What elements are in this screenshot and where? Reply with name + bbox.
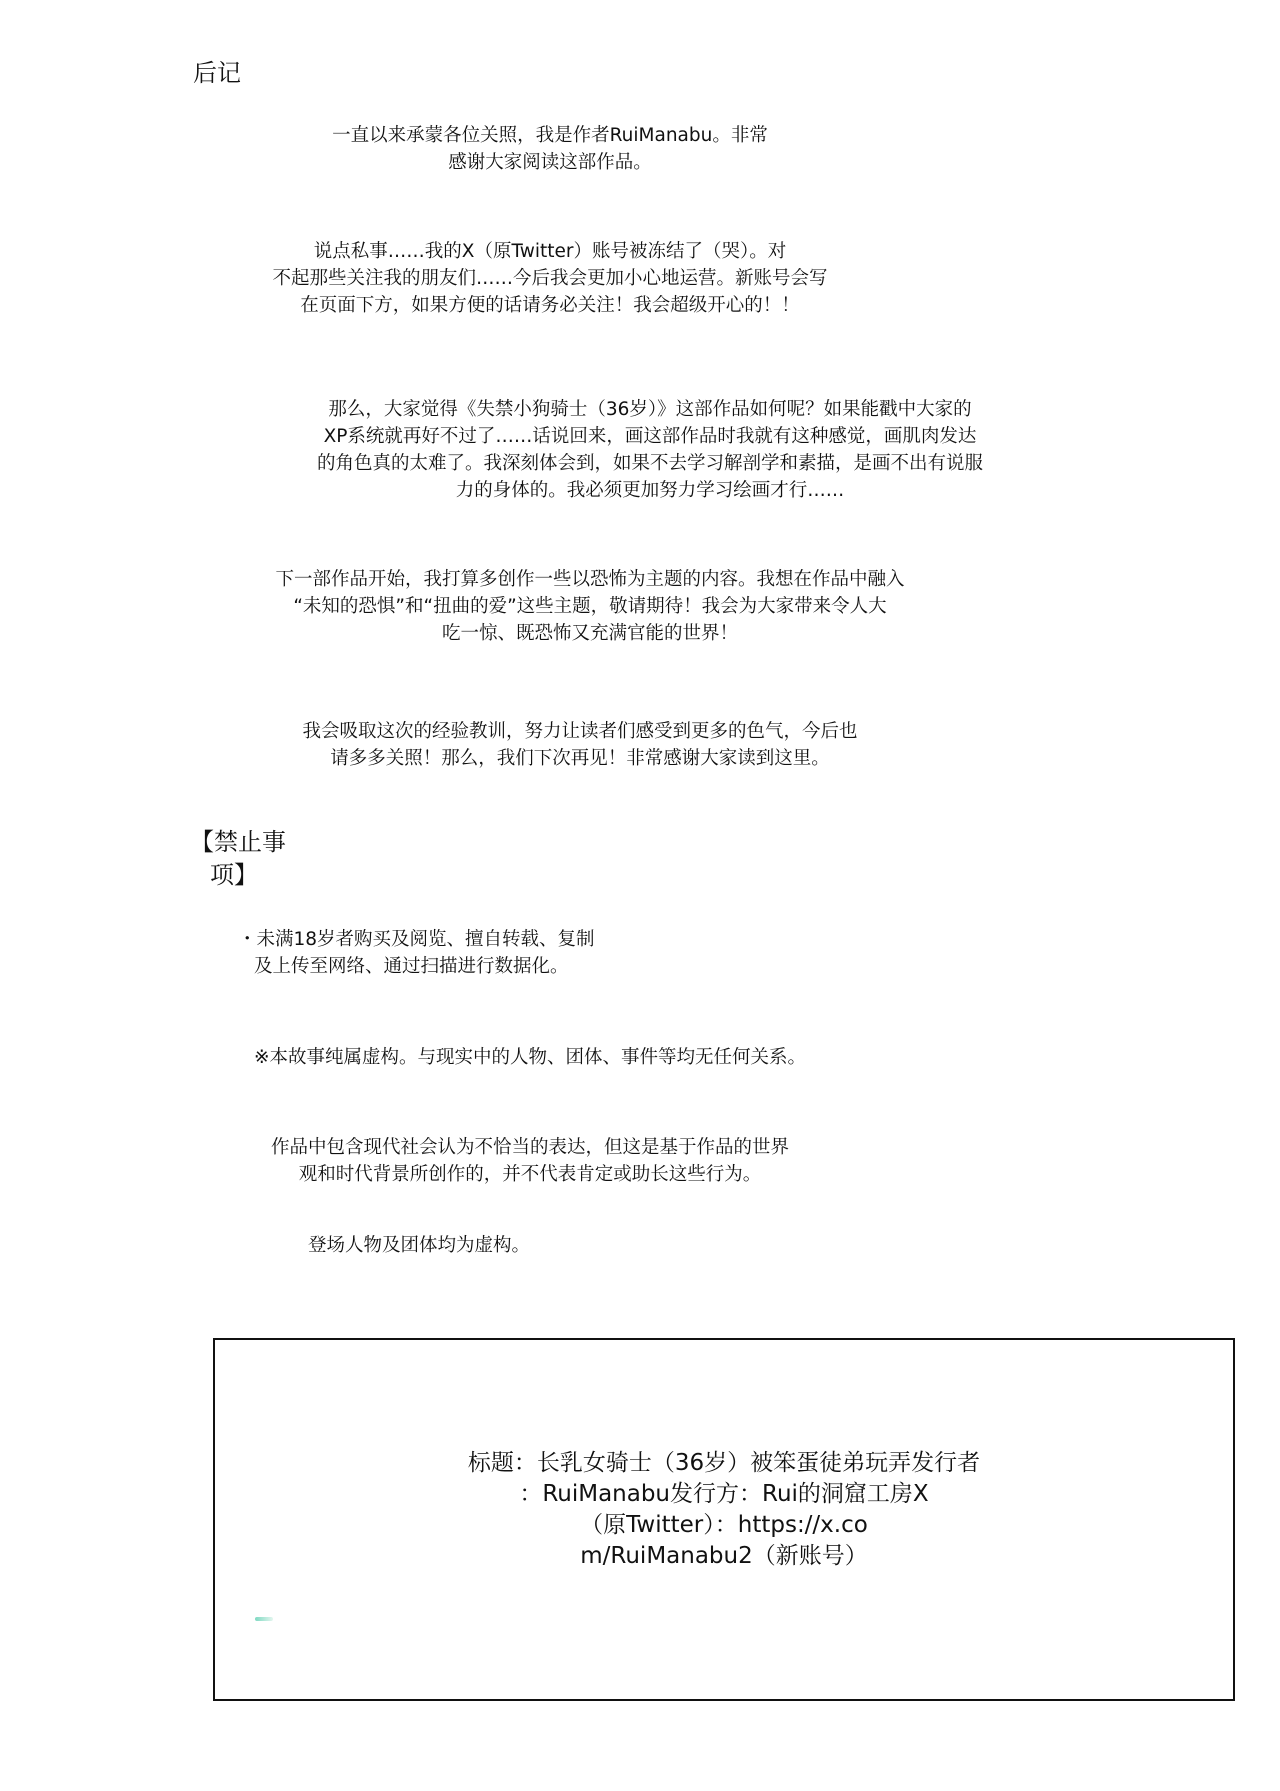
text-line: “未知的恐惧”和“扭曲的爱”这些主题，敬请期待！我会为大家带来令人大 [293, 596, 887, 617]
text-line: 请多多关照！那么，我们下次再见！非常感谢大家读到这里。 [330, 748, 830, 769]
text-line: 吃一惊、既恐怖又充满官能的世界！ [441, 623, 738, 644]
text-line: 下一部作品开始，我打算多创作一些以恐怖为主题的内容。我想在作品中融入 [275, 569, 905, 590]
afterword-paragraph-account [240, 238, 860, 319]
text-line: 不起那些关注我的朋友们……今后我会更加小心地运营。新账号会写 [272, 268, 828, 289]
text-line: 的角色真的太难了。我深刻体会到，如果不去学习解剖学和素描，是画不出有说服 [316, 453, 983, 474]
text-line: 登场人物及团体均为虚构。 [308, 1235, 531, 1256]
afterword-paragraph-reflection [260, 396, 1040, 504]
colophon-line: m/RuiManabu2（新账号） [580, 1543, 868, 1569]
text-line: 说点私事……我的X（原Twitter）账号被冻结了（哭）。对 [313, 241, 787, 262]
prohibition-item-characters [308, 1232, 708, 1259]
text-line: ※本故事纯属虚构。与现实中的人物、团体、事件等均无任何关系。 [254, 1047, 807, 1068]
colophon-text [215, 1448, 1233, 1572]
prohibitions-title-line-1: 【禁止事 [190, 828, 286, 856]
afterword-title: 后记 [193, 59, 241, 87]
text-line: 力的身体的。我必须更加努力学习绘画才行…… [455, 480, 845, 501]
text-line: 作品中包含现代社会认为不恰当的表达，但这是基于作品的世界 [270, 1137, 789, 1158]
text-line: 在页面下方，如果方便的话请务必关注！我会超级开心的！！ [300, 295, 800, 316]
text-line: 观和时代背景所创作的，并不代表肯定或助长这些行为。 [298, 1164, 762, 1185]
text-line: XP系统就再好不过了……话说回来，画这部作品时我就有这种感觉，画肌肉发达 [323, 426, 977, 447]
text-line: 及上传至网络、通过扫描进行数据化。 [254, 956, 569, 977]
afterword-paragraph-greeting [230, 122, 870, 176]
colophon-box [213, 1338, 1235, 1701]
text-line: 感谢大家阅读这部作品。 [448, 152, 652, 173]
prohibitions-title-line-2: 项】 [210, 861, 258, 889]
scan-speck [255, 1617, 273, 1621]
prohibition-item-fiction [254, 1044, 954, 1071]
text-line: 那么，大家觉得《失禁小狗骑士（36岁）》这部作品如何呢？如果能戳中大家的 [328, 399, 972, 420]
colophon-line: ：RuiManabu发行方：Rui的洞窟工房X [519, 1481, 929, 1507]
text-line: ・未满18岁者购买及阅览、擅自转载、复制 [238, 929, 595, 950]
prohibition-item-age [238, 926, 798, 980]
text-line: 我会吸取这次的经验教训，努力让读者们感受到更多的色气，今后也 [302, 721, 858, 742]
text-line: 一直以来承蒙各位关照，我是作者RuiManabu。非常 [332, 125, 768, 146]
colophon-line: （原Twitter）：https://x.co [580, 1512, 868, 1538]
afterword-paragraph-next-work [250, 566, 930, 647]
prohibition-item-expression [230, 1134, 830, 1188]
colophon-line: 标题：长乳女骑士（36岁）被笨蛋徒弟玩弄发行者 [467, 1450, 981, 1476]
afterword-paragraph-closing [250, 718, 910, 772]
